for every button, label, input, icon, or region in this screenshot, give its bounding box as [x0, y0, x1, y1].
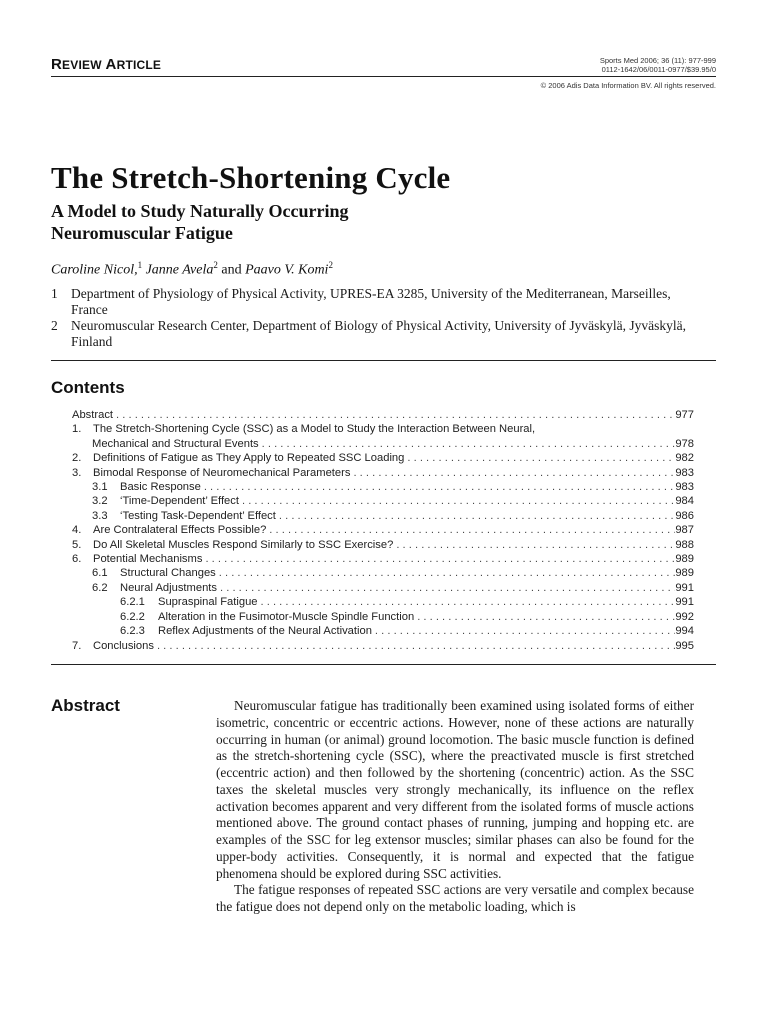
abstract-paragraph: The fatigue responses of repeated SSC actions are very versatile and complex because the fatigue does not depend only on the metabolic loading, which is [216, 882, 694, 914]
toc-entry[interactable] [72, 624, 694, 638]
author-2-affil: 2 [213, 260, 218, 270]
toc-dot-leader [372, 624, 675, 638]
toc-dot-leader [276, 509, 675, 523]
toc-entry[interactable] [72, 523, 694, 537]
toc-dot-leader [393, 538, 675, 552]
affiliation-text: Department of Physiology of Physical Activity, UPRES-EA 3285, University of the Mediterranean, Marseilles, France [71, 286, 671, 317]
toc-entry-title: Do All Skeletal Muscles Respond Similarly to SSC Exercise? [93, 538, 394, 551]
article-type-initial-1: R [51, 56, 63, 73]
table-of-contents [72, 408, 694, 653]
toc-entry-title: Bimodal Response of Neuromechanical Parameters [93, 466, 351, 479]
author-2: Janne Avela [145, 262, 214, 278]
toc-entry[interactable] [72, 422, 694, 436]
author-3-affil: 2 [328, 260, 333, 270]
toc-entry-number: 7. [72, 639, 82, 652]
toc-entry-title: Are Contralateral Effects Possible? [93, 524, 267, 537]
toc-page-number: 989 [675, 553, 694, 566]
toc-dot-leader [404, 451, 675, 465]
toc-page-number: 977 [675, 409, 694, 421]
toc-entry-title: ‘Testing Task-Dependent’ Effect [120, 509, 276, 522]
toc-page-number: 994 [675, 625, 694, 638]
toc-entry[interactable] [72, 466, 694, 480]
toc-entry[interactable] [72, 480, 694, 494]
toc-dot-leader [239, 494, 675, 508]
author-1: Caroline Nicol, [51, 262, 138, 278]
article-type-rest-2: RTICLE [116, 58, 162, 72]
section-divider-bottom [51, 664, 716, 665]
toc-dot-leader [217, 581, 675, 595]
journal-citation [600, 56, 716, 74]
toc-entry-number: 6.2.3 [120, 625, 145, 638]
toc-page-number: 992 [675, 610, 694, 623]
subtitle-line-1: A Model to Study Naturally Occurring [51, 201, 349, 221]
toc-entry-title: Abstract [72, 409, 114, 421]
toc-dot-leader [202, 552, 675, 566]
toc-page-number: 978 [675, 437, 694, 450]
affiliation-number: 2 [51, 318, 58, 333]
affiliation-list [51, 286, 691, 350]
contents-heading: Contents [51, 378, 125, 397]
toc-entry[interactable] [72, 566, 694, 580]
toc-entry-title: Conclusions [93, 639, 154, 652]
toc-entry-title: Alteration in the Fusimotor-Muscle Spindle Function [158, 610, 415, 623]
toc-page-number: 986 [675, 509, 694, 522]
toc-dot-leader [266, 523, 675, 537]
toc-entry-title: Neural Adjustments [120, 581, 218, 594]
affiliation-item [51, 286, 691, 318]
toc-page-number: 991 [675, 596, 694, 609]
toc-dot-leader [201, 480, 675, 494]
toc-entry-title: Mechanical and Structural Events [92, 437, 259, 450]
toc-entry-number: 1. [72, 423, 82, 436]
article-subtitle [51, 200, 571, 244]
toc-page-number: 987 [675, 524, 694, 537]
toc-entry[interactable] [72, 509, 694, 523]
toc-entry-number: 3.1 [92, 481, 108, 494]
toc-entry[interactable] [72, 538, 694, 552]
toc-page-number: 989 [675, 567, 694, 580]
toc-entry-title: Potential Mechanisms [93, 553, 203, 566]
toc-entry[interactable] [72, 494, 694, 508]
toc-entry[interactable] [72, 610, 694, 624]
toc-entry[interactable] [72, 552, 694, 566]
author-list [51, 260, 333, 279]
toc-entry[interactable] [72, 451, 694, 465]
toc-entry[interactable] [72, 437, 694, 451]
toc-entry[interactable] [72, 581, 694, 595]
toc-entry-number: 6. [72, 553, 82, 566]
header-rule [51, 76, 716, 77]
toc-entry-title: Definitions of Fatigue as They Apply to Repeated SSC Loading [93, 452, 405, 465]
copyright-notice: © 2006 Adis Data Information BV. All rights reserved. [540, 81, 716, 90]
toc-entry-title: Basic Response [120, 481, 201, 494]
toc-entry-number: 6.2 [92, 581, 108, 594]
affiliation-number: 1 [51, 286, 58, 301]
journal-citation-line-1: Sports Med 2006; 36 (11): 977-999 [599, 56, 716, 65]
toc-dot-leader [259, 437, 676, 451]
toc-entry-title: Supraspinal Fatigue [158, 596, 258, 609]
article-type-initial-2: A [105, 56, 117, 73]
journal-citation-line-2: 0112-1642/06/0011-0977/$39.95/0 [601, 65, 716, 74]
toc-entry[interactable] [72, 639, 694, 653]
toc-page-number: 988 [675, 538, 694, 551]
toc-page-number: 995 [675, 639, 694, 652]
section-divider-top [51, 360, 716, 361]
abstract-heading: Abstract [51, 696, 120, 715]
article-type-label [51, 56, 161, 73]
author-conjunction: and [221, 262, 242, 278]
toc-entry-title: ‘Time-Dependent’ Effect [120, 495, 239, 508]
author-1-affil: 1 [137, 260, 143, 270]
toc-dot-leader [258, 595, 676, 609]
toc-entry-number: 6.2.1 [120, 596, 145, 609]
toc-entry-title: Structural Changes [120, 567, 216, 580]
toc-page-number: 991 [675, 581, 694, 594]
author-3: Paavo V. Komi [245, 262, 329, 278]
toc-entry-number: 2. [72, 452, 82, 465]
toc-entry-title: The Stretch-Shortening Cycle (SSC) as a Model to Study the Interaction Between Neural, [93, 423, 536, 436]
toc-dot-leader [414, 610, 675, 624]
toc-page-number: 983 [675, 481, 694, 494]
toc-entry-title: Reflex Adjustments of the Neural Activation [158, 625, 372, 638]
toc-page-number: 983 [675, 466, 694, 479]
toc-entry-number: 5. [72, 538, 82, 551]
abstract-paragraph: Neuromuscular fatigue has traditionally been examined using isolated forms of either isometric, concentric or eccentric actions. However, none of these actions are naturally occurring in human (or animal) ground locomotion. The basic muscle function is defined as the stretch-shortening cycle (SSC), where the preactivated muscle is first stretched (eccentric action) and then followed by the shortening (concentric) action. As the SSC taxes the skeletal muscles very strongly mechanically, its influence on the reflex activation becomes apparent and very different from the isolated forms of muscle actions mentioned above. The ground contact phases of running, jumping and hopping etc. are examples of the SSC for leg extensor muscles; similar phases can also be found for the upper-body activities. Consequently, it is normal and expected that the fatigue phenomena should be explored during SSC activities. [216, 698, 694, 881]
toc-entry[interactable] [72, 595, 694, 609]
affiliation-text: Neuromuscular Research Center, Department of Biology of Physical Activity, University of Jyväskylä, Jyväskylä, Finland [71, 318, 686, 349]
article-title: The Stretch-Shortening Cycle [51, 160, 451, 195]
abstract-body [216, 698, 694, 916]
toc-entry-number: 6.1 [92, 567, 108, 580]
article-type-rest-1: EVIEW [62, 58, 102, 72]
toc-dot-leader [154, 639, 675, 653]
toc-dot-leader [350, 466, 675, 480]
affiliation-item [51, 318, 691, 350]
subtitle-line-2: Neuromuscular Fatigue [51, 223, 233, 243]
toc-entry-number: 6.2.2 [120, 610, 145, 623]
toc-entry-number: 3.2 [92, 495, 108, 508]
toc-dot-leader [216, 566, 676, 580]
toc-entry[interactable] [72, 408, 694, 422]
toc-page-number: 984 [675, 495, 694, 508]
toc-entry-number: 3. [72, 466, 82, 479]
toc-entry-number: 4. [72, 524, 82, 537]
toc-dot-leader [113, 408, 675, 422]
toc-page-number: 982 [675, 452, 694, 465]
toc-entry-number: 3.3 [92, 509, 108, 522]
